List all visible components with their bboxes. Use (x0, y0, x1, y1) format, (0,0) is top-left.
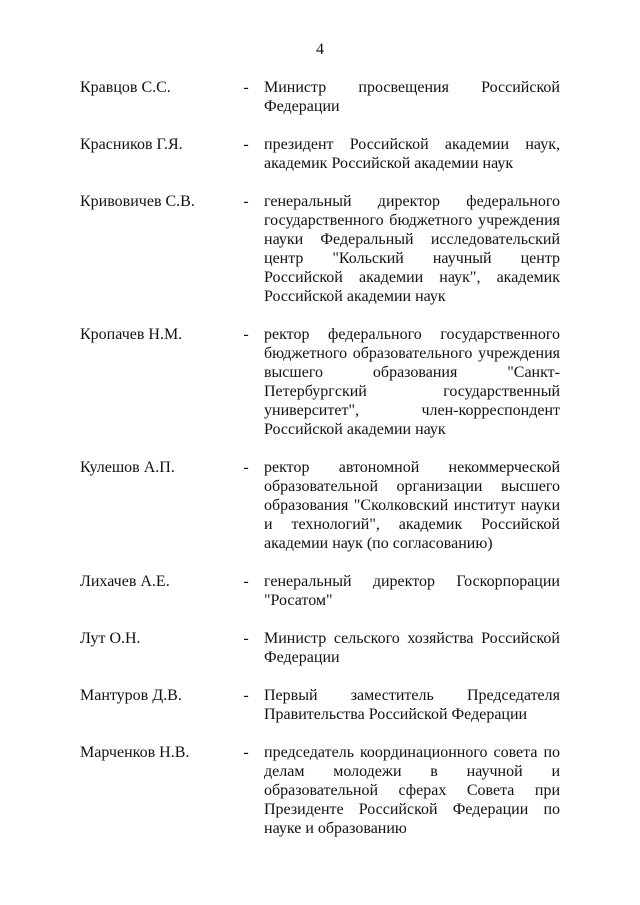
member-position: Первый заместитель Председателя Правительства Российской Федерации (264, 687, 560, 723)
page-number: 4 (316, 41, 324, 58)
member-name: Кулешов А.П. (80, 459, 175, 476)
member-position: председатель координационного совета по делам молодежи в научной и образовательной сферах Совета при Президенте Российской Федерации по науке и образованию (264, 744, 560, 837)
member-position: ректор федерального государственного бюджетного образовательного учреждения высшего образования "Санкт-Петербургский государственный университет", член-корреспондент Российской академии наук (264, 326, 560, 438)
dash-separator: - (243, 326, 249, 343)
member-name: Лут О.Н. (80, 630, 141, 647)
member-name: Кропачев Н.М. (80, 326, 183, 343)
members-list (0, 78, 640, 857)
member-name: Кривовичев С.В. (80, 193, 195, 210)
member-name: Лихачев А.Е. (80, 573, 170, 590)
member-position: ректор автономной некоммерческой образовательной организации высшего образования "Сколковский институт науки и технологий", академик Российской академии наук (по согласованию) (264, 459, 560, 552)
dash-separator: - (243, 136, 249, 153)
member-position: Министр просвещения Российской Федерации (264, 79, 560, 115)
list-item (0, 743, 640, 838)
list-item (0, 135, 640, 173)
list-item (0, 629, 640, 667)
dash-separator: - (243, 193, 249, 210)
member-name: Мантуров Д.В. (80, 687, 182, 704)
member-position: генеральный директор федерального государственного бюджетного учреждения науки Федеральный исследовательский центр "Кольский научный центр Российской академии наук", академик Российской академии наук (264, 193, 560, 305)
dash-separator: - (243, 459, 249, 476)
member-name: Красников Г.Я. (80, 136, 183, 153)
dash-separator: - (243, 687, 249, 704)
member-position: генеральный директор Госкорпорации "Росатом" (264, 573, 560, 609)
member-position: президент Российской академии наук, академик Российской академии наук (264, 136, 560, 172)
list-item (0, 325, 640, 439)
list-item (0, 572, 640, 610)
member-position: Министр сельского хозяйства Российской Федерации (264, 630, 560, 666)
list-item (0, 78, 640, 116)
member-name: Марченков Н.В. (80, 744, 190, 761)
member-name: Кравцов С.С. (80, 79, 171, 96)
list-item (0, 192, 640, 306)
dash-separator: - (243, 630, 249, 647)
list-item (0, 458, 640, 553)
list-item (0, 686, 640, 724)
dash-separator: - (243, 79, 249, 96)
dash-separator: - (243, 573, 249, 590)
dash-separator: - (243, 744, 249, 761)
